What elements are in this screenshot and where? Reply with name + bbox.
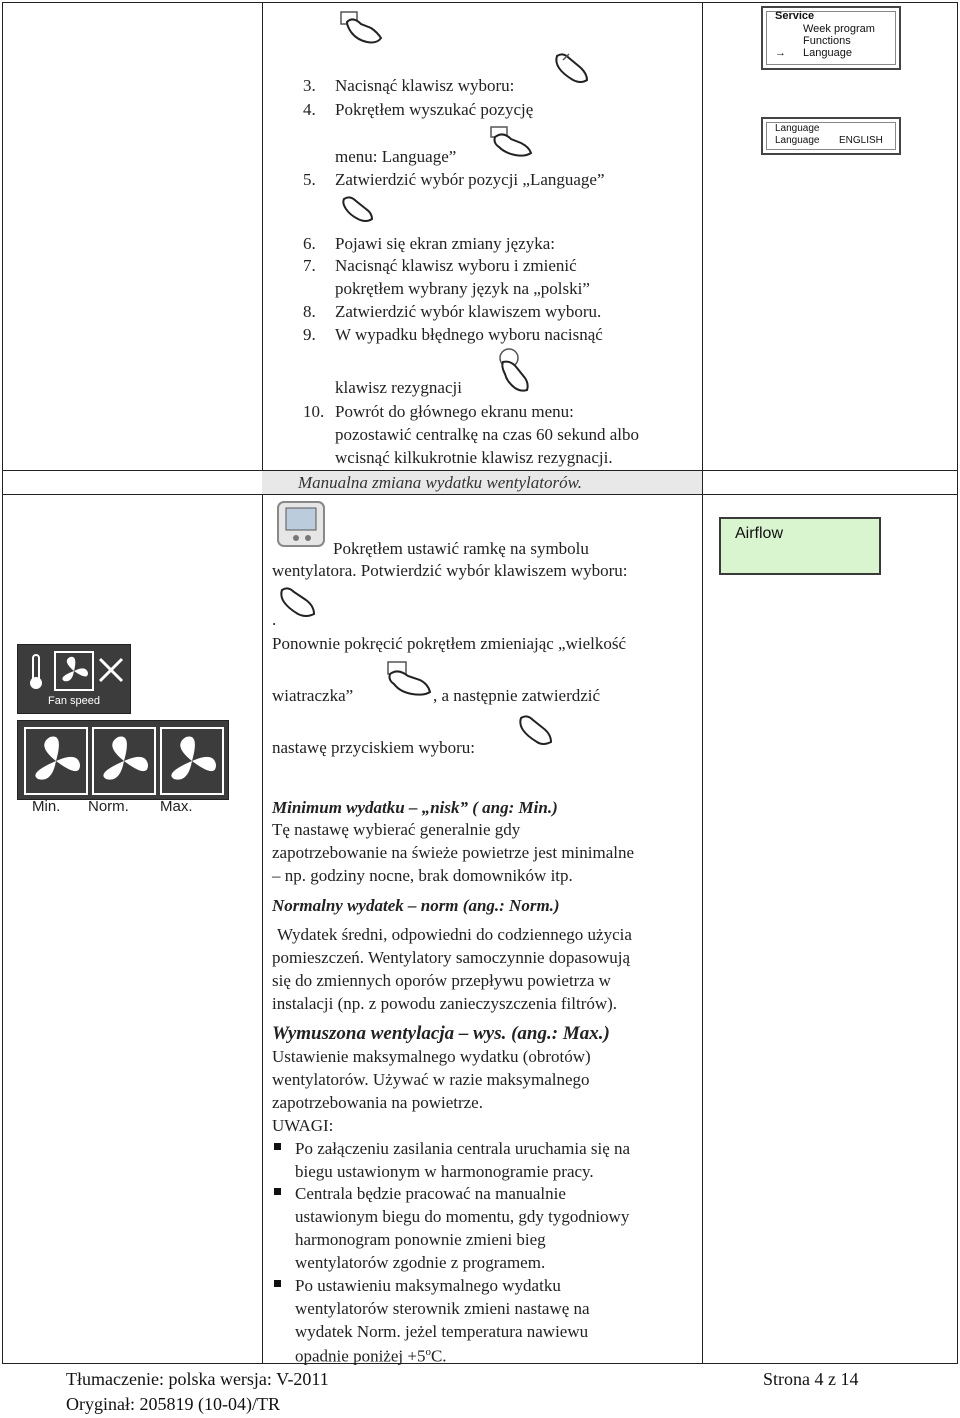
note-2-bullet [274, 1188, 281, 1195]
mode-norm-line-3: się do zmiennych oporów przepływu powietrza w [272, 971, 611, 990]
select-key-icon [553, 50, 593, 86]
step-5-number: 5. [303, 170, 316, 189]
press-hand-icon [335, 8, 387, 44]
step-6-text: Pojawi się ekran zmiany języka: [335, 234, 555, 253]
controller-screen-icon [276, 500, 328, 555]
airflow-screen [719, 517, 881, 575]
fan-norm-icon [94, 729, 154, 793]
step-6-number: 6. [303, 234, 316, 253]
mode-min-title: Minimum wydatku – „nisk” ( ang: Min.) [272, 798, 558, 817]
service-menu-title: Service [775, 10, 815, 22]
footer-page-number: Strona 4 z 14 [763, 1369, 859, 1389]
manual-instruction-1a: Pokrętłem ustawić ramkę na symbolu [333, 539, 589, 558]
service-menu-screen [761, 6, 901, 70]
table-border-bottom [2, 1363, 958, 1364]
select-key-icon-4 [517, 714, 557, 748]
fan-speed-menu-panel [17, 644, 131, 714]
note-3-line-4-text: opadnie poniżej +5 [295, 1346, 426, 1366]
note-3-line-4 [295, 1341, 447, 1368]
fan-min-option [24, 727, 88, 795]
note-1-line-1: Po załączeniu zasilania centrala uruchamia się na [295, 1139, 631, 1158]
manual-dot: . [272, 610, 277, 629]
note-2-line-4: wentylatorów zgodnie z programem. [295, 1253, 546, 1272]
language-screen [761, 117, 901, 155]
section-banner-text: Manualna zmiana wydatku wentylatorów. [298, 473, 582, 492]
select-key-icon-3 [278, 586, 320, 618]
mode-norm-title: Normalny wydatek – norm (ang.: Norm.) [272, 896, 560, 915]
manual-instruction-1b: wentylatora. Potwierdzić wybór klawiszem wyboru: [272, 561, 628, 580]
note-1-line-2: biegu ustawionym w harmonogramie pracy. [295, 1162, 594, 1181]
cancel-key-icon [495, 346, 535, 392]
step-4-text: Pokrętłem wyszukać pozycję [335, 100, 534, 119]
note-3-line-3: wydatek Norm. jeżel temperatura nawiewu [295, 1322, 589, 1341]
service-menu-arrow-icon: → [775, 47, 786, 59]
table-border-right [957, 2, 958, 1364]
language-screen-value: ENGLISH [839, 135, 883, 146]
note-2-line-3: harmonogram ponownie zmieni bieg [295, 1230, 546, 1249]
step-3-text: Nacisnąć klawisz wyboru: [335, 76, 515, 95]
fan-speed-selected-frame [54, 651, 94, 691]
step-3-number: 3. [303, 76, 316, 95]
table-col-divider-2 [702, 2, 703, 1364]
service-menu-item-functions: Functions [803, 35, 851, 47]
tools-icon [96, 655, 126, 690]
fan-label-min: Min. [32, 798, 61, 815]
fan-label-norm: Norm. [88, 798, 129, 815]
mode-max-line-2: wentylatorów. Używać w razie maksymalnego [272, 1070, 590, 1089]
step-4-continuation: menu: Language” [335, 147, 457, 166]
manual-instruction-3: nastawę przyciskiem wyboru: [272, 738, 475, 757]
fan-icon [56, 653, 92, 689]
mode-min-line-2: zapotrzebowanie na świeże powietrze jest minimalne [272, 843, 635, 862]
mode-min-line-3: – np. godziny nocne, brak domowników itp. [272, 866, 573, 885]
table-col-divider-1 [262, 2, 263, 1364]
manual-instruction-2a: Ponownie pokręcić pokrętłem zmieniając „wielkość [272, 634, 627, 653]
step-8-number: 8. [303, 302, 316, 321]
manual-instruction-2b: wiatraczka” [272, 686, 354, 705]
step-9-number: 9. [303, 325, 316, 344]
step-9-text: W wypadku błędnego wyboru nacisnąć [335, 325, 603, 344]
select-key-icon-2 [340, 195, 376, 223]
mode-max-title: Wymuszona wentylacja – wys. (ang.: Max.) [272, 1023, 610, 1044]
step-8-text: Zatwierdzić wybór klawiszem wyboru. [335, 302, 602, 321]
section-banner [262, 470, 702, 495]
note-2-line-2: ustawionym biegu do momentu, gdy tygodniowy [295, 1207, 630, 1226]
mode-norm-line-4: instalacji (np. z powodu zanieczyszczenia filtrów). [272, 994, 618, 1013]
thermometer-icon [26, 653, 46, 696]
step-4-number: 4. [303, 100, 316, 119]
language-screen-line1: Language [775, 123, 820, 134]
step-5-text: Zatwierdzić wybór pozycji „Language” [335, 170, 605, 189]
rotary-knob-icon [487, 125, 535, 159]
fan-norm-option [92, 727, 156, 795]
fan-max-icon [162, 729, 222, 793]
step-10-number: 10. [303, 402, 325, 421]
table-border-top [2, 2, 958, 3]
mode-norm-line-2: pomieszczeń. Wentylatory samoczynnie dopasowują [272, 948, 631, 967]
table-border-left [2, 2, 3, 1364]
manual-instruction-2c: , a następnie zatwierdzić [433, 686, 601, 705]
mode-max-line-3: zapotrzebowania na powietrze. [272, 1093, 483, 1112]
service-menu-item-week-program: Week program [803, 23, 875, 35]
note-3-line-1: Po ustawieniu maksymalnego wydatku [295, 1276, 561, 1295]
mode-max-line-1: Ustawienie maksymalnego wydatku (obrotów) [272, 1047, 591, 1066]
footer-original: Oryginał: 205819 (10-04)/TR [66, 1394, 280, 1414]
notes-heading: UWAGI: [272, 1116, 334, 1135]
step-7-text: Nacisnąć klawisz wyboru i zmienić [335, 256, 577, 275]
note-3-line-4-end: C. [430, 1346, 447, 1366]
rotary-knob-icon-2 [382, 660, 434, 700]
fan-speed-caption: Fan speed [48, 695, 100, 707]
degree-sup: o [425, 1346, 431, 1358]
step-10-continuation-2: wcisnąć kilkukrotnie klawisz rezygnacji. [335, 448, 613, 467]
airflow-label: Airflow [735, 525, 784, 542]
fan-max-option [160, 727, 224, 795]
language-screen-line2: Language [775, 135, 820, 146]
fan-label-max: Max. [160, 798, 193, 815]
note-2-line-1: Centrala będzie pracować na manualnie [295, 1184, 566, 1203]
step-10-continuation-1: pozostawić centralkę na czas 60 sekund albo [335, 425, 639, 444]
mode-norm-line-1: Wydatek średni, odpowiedni do codziennego użycia [277, 925, 632, 944]
note-3-line-2: wentylatorów sterownik zmieni nastawę na [295, 1299, 590, 1318]
footer-translation: Tłumaczenie: polska wersja: V-2011 [66, 1369, 329, 1389]
note-3-bullet [274, 1280, 281, 1287]
fan-min-icon [26, 729, 86, 793]
mode-min-line-1: Tę nastawę wybierać generalnie gdy [272, 820, 521, 839]
step-9-continuation: klawisz rezygnacji [335, 378, 462, 397]
step-7-number: 7. [303, 256, 316, 275]
step-10-text: Powrót do głównego ekranu menu: [335, 402, 574, 421]
service-menu-item-language: Language [803, 47, 852, 59]
note-1-bullet [274, 1143, 281, 1150]
fan-speed-options-panel [17, 720, 229, 800]
step-7-continuation: pokrętłem wybrany język na „polski” [335, 279, 590, 298]
